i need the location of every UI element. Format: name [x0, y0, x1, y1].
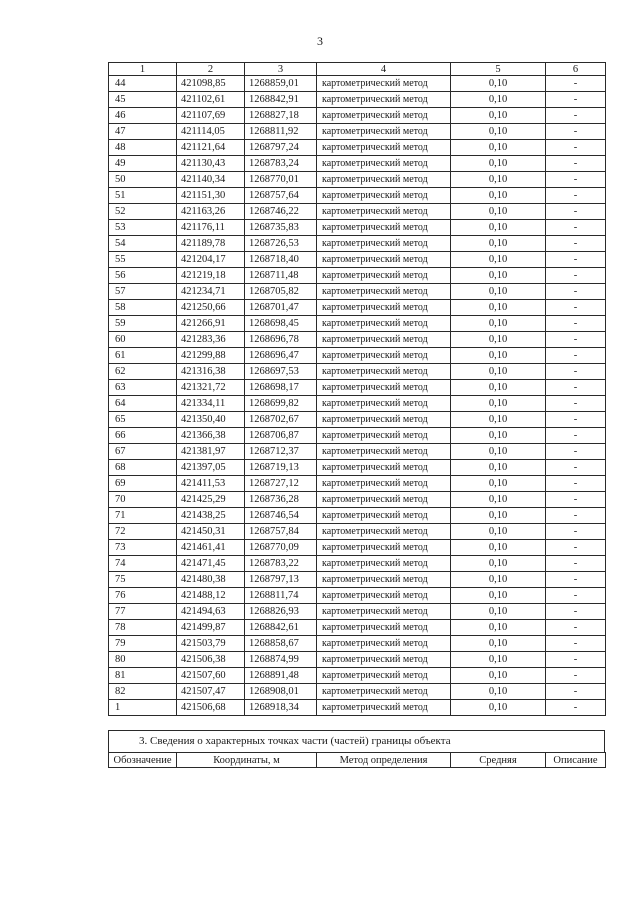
point-number-cell: 63 [109, 380, 177, 396]
x-coordinate-cell: 421461,41 [177, 540, 245, 556]
table-row [109, 668, 606, 684]
accuracy-cell: 0,10 [451, 220, 546, 236]
point-number-cell: 77 [109, 604, 177, 620]
table-row [109, 604, 606, 620]
point-number-cell: 80 [109, 652, 177, 668]
method-cell: картометрический метод [317, 108, 451, 124]
accuracy-cell: 0,10 [451, 556, 546, 572]
x-coordinate-cell: 421234,71 [177, 284, 245, 300]
point-number-cell: 66 [109, 428, 177, 444]
method-cell: картометрический метод [317, 220, 451, 236]
accuracy-cell: 0,10 [451, 668, 546, 684]
column-header: Средняя [451, 753, 546, 768]
accuracy-cell: 0,10 [451, 348, 546, 364]
method-cell: картометрический метод [317, 412, 451, 428]
description-cell: - [546, 156, 606, 172]
method-cell: картометрический метод [317, 124, 451, 140]
accuracy-cell: 0,10 [451, 188, 546, 204]
y-coordinate-cell: 1268797,24 [245, 140, 317, 156]
point-number-cell: 49 [109, 156, 177, 172]
column-header: 3 [245, 63, 317, 76]
point-number-cell: 56 [109, 268, 177, 284]
x-coordinate-cell: 421425,29 [177, 492, 245, 508]
x-coordinate-cell: 421397,05 [177, 460, 245, 476]
table-row [109, 220, 606, 236]
method-cell: картометрический метод [317, 348, 451, 364]
section-3-header-row [109, 753, 606, 768]
point-number-cell: 47 [109, 124, 177, 140]
x-coordinate-cell: 421121,64 [177, 140, 245, 156]
accuracy-cell: 0,10 [451, 92, 546, 108]
accuracy-cell: 0,10 [451, 172, 546, 188]
y-coordinate-cell: 1268908,01 [245, 684, 317, 700]
point-number-cell: 60 [109, 332, 177, 348]
table-row [109, 252, 606, 268]
description-cell: - [546, 268, 606, 284]
y-coordinate-cell: 1268757,64 [245, 188, 317, 204]
x-coordinate-cell: 421107,69 [177, 108, 245, 124]
point-number-cell: 76 [109, 588, 177, 604]
y-coordinate-cell: 1268757,84 [245, 524, 317, 540]
point-number-cell: 81 [109, 668, 177, 684]
accuracy-cell: 0,10 [451, 700, 546, 716]
y-coordinate-cell: 1268727,12 [245, 476, 317, 492]
point-number-cell: 44 [109, 76, 177, 92]
table-row [109, 396, 606, 412]
table-row [109, 492, 606, 508]
description-cell: - [546, 460, 606, 476]
x-coordinate-cell: 421219,18 [177, 268, 245, 284]
x-coordinate-cell: 421381,97 [177, 444, 245, 460]
method-cell: картометрический метод [317, 188, 451, 204]
description-cell: - [546, 332, 606, 348]
coordinates-table [108, 62, 606, 716]
point-number-cell: 79 [109, 636, 177, 652]
description-cell: - [546, 412, 606, 428]
table-header-row [109, 63, 606, 76]
description-cell: - [546, 556, 606, 572]
accuracy-cell: 0,10 [451, 284, 546, 300]
accuracy-cell: 0,10 [451, 652, 546, 668]
method-cell: картометрический метод [317, 92, 451, 108]
y-coordinate-cell: 1268891,48 [245, 668, 317, 684]
method-cell: картометрический метод [317, 508, 451, 524]
point-number-cell: 52 [109, 204, 177, 220]
table-row [109, 476, 606, 492]
method-cell: картометрический метод [317, 604, 451, 620]
description-cell: - [546, 396, 606, 412]
accuracy-cell: 0,10 [451, 428, 546, 444]
accuracy-cell: 0,10 [451, 380, 546, 396]
y-coordinate-cell: 1268696,78 [245, 332, 317, 348]
y-coordinate-cell: 1268918,34 [245, 700, 317, 716]
accuracy-cell: 0,10 [451, 316, 546, 332]
y-coordinate-cell: 1268770,09 [245, 540, 317, 556]
y-coordinate-cell: 1268874,99 [245, 652, 317, 668]
x-coordinate-cell: 421102,61 [177, 92, 245, 108]
description-cell: - [546, 124, 606, 140]
point-number-cell: 53 [109, 220, 177, 236]
table-row [109, 620, 606, 636]
point-number-cell: 46 [109, 108, 177, 124]
table-row [109, 636, 606, 652]
description-cell: - [546, 316, 606, 332]
method-cell: картометрический метод [317, 380, 451, 396]
method-cell: картометрический метод [317, 236, 451, 252]
y-coordinate-cell: 1268827,18 [245, 108, 317, 124]
x-coordinate-cell: 421098,85 [177, 76, 245, 92]
description-cell: - [546, 492, 606, 508]
section-3-title: 3. Сведения о характерных точках части (частей) границы объекта [108, 730, 605, 752]
x-coordinate-cell: 421321,72 [177, 380, 245, 396]
x-coordinate-cell: 421163,26 [177, 204, 245, 220]
description-cell: - [546, 188, 606, 204]
x-coordinate-cell: 421366,38 [177, 428, 245, 444]
method-cell: картометрический метод [317, 492, 451, 508]
description-cell: - [546, 140, 606, 156]
accuracy-cell: 0,10 [451, 492, 546, 508]
method-cell: картометрический метод [317, 652, 451, 668]
table-row [109, 428, 606, 444]
y-coordinate-cell: 1268711,48 [245, 268, 317, 284]
accuracy-cell: 0,10 [451, 524, 546, 540]
accuracy-cell: 0,10 [451, 540, 546, 556]
x-coordinate-cell: 421411,53 [177, 476, 245, 492]
description-cell: - [546, 524, 606, 540]
method-cell: картометрический метод [317, 460, 451, 476]
y-coordinate-cell: 1268698,17 [245, 380, 317, 396]
point-number-cell: 68 [109, 460, 177, 476]
method-cell: картометрический метод [317, 268, 451, 284]
table-row [109, 236, 606, 252]
point-number-cell: 59 [109, 316, 177, 332]
description-cell: - [546, 540, 606, 556]
column-header: 1 [109, 63, 177, 76]
point-number-cell: 67 [109, 444, 177, 460]
y-coordinate-cell: 1268797,13 [245, 572, 317, 588]
method-cell: картометрический метод [317, 588, 451, 604]
x-coordinate-cell: 421266,91 [177, 316, 245, 332]
table-row [109, 556, 606, 572]
y-coordinate-cell: 1268705,82 [245, 284, 317, 300]
description-cell: - [546, 204, 606, 220]
accuracy-cell: 0,10 [451, 108, 546, 124]
section-3-header-table [108, 752, 606, 768]
accuracy-cell: 0,10 [451, 396, 546, 412]
point-number-cell: 69 [109, 476, 177, 492]
table-row [109, 188, 606, 204]
method-cell: картометрический метод [317, 668, 451, 684]
method-cell: картометрический метод [317, 540, 451, 556]
method-cell: картометрический метод [317, 332, 451, 348]
point-number-cell: 1 [109, 700, 177, 716]
description-cell: - [546, 300, 606, 316]
x-coordinate-cell: 421503,79 [177, 636, 245, 652]
y-coordinate-cell: 1268699,82 [245, 396, 317, 412]
y-coordinate-cell: 1268783,22 [245, 556, 317, 572]
accuracy-cell: 0,10 [451, 332, 546, 348]
column-header: Обозначение [109, 753, 177, 768]
table-row [109, 92, 606, 108]
x-coordinate-cell: 421506,68 [177, 700, 245, 716]
point-number-cell: 82 [109, 684, 177, 700]
point-number-cell: 54 [109, 236, 177, 252]
table-row [109, 380, 606, 396]
table-row [109, 268, 606, 284]
x-coordinate-cell: 421507,47 [177, 684, 245, 700]
point-number-cell: 74 [109, 556, 177, 572]
accuracy-cell: 0,10 [451, 588, 546, 604]
y-coordinate-cell: 1268783,24 [245, 156, 317, 172]
x-coordinate-cell: 421114,05 [177, 124, 245, 140]
y-coordinate-cell: 1268702,67 [245, 412, 317, 428]
column-header: 5 [451, 63, 546, 76]
table-row [109, 140, 606, 156]
method-cell: картометрический метод [317, 172, 451, 188]
method-cell: картометрический метод [317, 204, 451, 220]
x-coordinate-cell: 421488,12 [177, 588, 245, 604]
x-coordinate-cell: 421176,11 [177, 220, 245, 236]
x-coordinate-cell: 421350,40 [177, 412, 245, 428]
table-row [109, 172, 606, 188]
description-cell: - [546, 108, 606, 124]
x-coordinate-cell: 421480,38 [177, 572, 245, 588]
point-number-cell: 71 [109, 508, 177, 524]
description-cell: - [546, 652, 606, 668]
method-cell: картометрический метод [317, 556, 451, 572]
accuracy-cell: 0,10 [451, 252, 546, 268]
method-cell: картометрический метод [317, 284, 451, 300]
point-number-cell: 45 [109, 92, 177, 108]
y-coordinate-cell: 1268736,28 [245, 492, 317, 508]
description-cell: - [546, 380, 606, 396]
table-row [109, 412, 606, 428]
y-coordinate-cell: 1268858,67 [245, 636, 317, 652]
y-coordinate-cell: 1268811,92 [245, 124, 317, 140]
x-coordinate-cell: 421250,66 [177, 300, 245, 316]
x-coordinate-cell: 421299,88 [177, 348, 245, 364]
table-row [109, 284, 606, 300]
description-cell: - [546, 236, 606, 252]
y-coordinate-cell: 1268811,74 [245, 588, 317, 604]
table-row [109, 444, 606, 460]
table-row [109, 572, 606, 588]
x-coordinate-cell: 421507,60 [177, 668, 245, 684]
point-number-cell: 58 [109, 300, 177, 316]
y-coordinate-cell: 1268712,37 [245, 444, 317, 460]
method-cell: картометрический метод [317, 300, 451, 316]
accuracy-cell: 0,10 [451, 364, 546, 380]
method-cell: картометрический метод [317, 396, 451, 412]
method-cell: картометрический метод [317, 428, 451, 444]
x-coordinate-cell: 421204,17 [177, 252, 245, 268]
y-coordinate-cell: 1268701,47 [245, 300, 317, 316]
description-cell: - [546, 700, 606, 716]
description-cell: - [546, 684, 606, 700]
x-coordinate-cell: 421494,63 [177, 604, 245, 620]
table-row [109, 540, 606, 556]
description-cell: - [546, 172, 606, 188]
method-cell: картометрический метод [317, 156, 451, 172]
accuracy-cell: 0,10 [451, 236, 546, 252]
table-row [109, 156, 606, 172]
point-number-cell: 62 [109, 364, 177, 380]
y-coordinate-cell: 1268746,22 [245, 204, 317, 220]
description-cell: - [546, 604, 606, 620]
description-cell: - [546, 92, 606, 108]
x-coordinate-cell: 421438,25 [177, 508, 245, 524]
table-row [109, 460, 606, 476]
x-coordinate-cell: 421506,38 [177, 652, 245, 668]
x-coordinate-cell: 421140,34 [177, 172, 245, 188]
accuracy-cell: 0,10 [451, 140, 546, 156]
accuracy-cell: 0,10 [451, 508, 546, 524]
method-cell: картометрический метод [317, 524, 451, 540]
description-cell: - [546, 572, 606, 588]
accuracy-cell: 0,10 [451, 300, 546, 316]
point-number-cell: 61 [109, 348, 177, 364]
point-number-cell: 50 [109, 172, 177, 188]
table-row [109, 332, 606, 348]
table-row [109, 124, 606, 140]
description-cell: - [546, 252, 606, 268]
y-coordinate-cell: 1268706,87 [245, 428, 317, 444]
method-cell: картометрический метод [317, 636, 451, 652]
table-row [109, 316, 606, 332]
point-number-cell: 70 [109, 492, 177, 508]
table-row [109, 524, 606, 540]
point-number-cell: 75 [109, 572, 177, 588]
x-coordinate-cell: 421189,78 [177, 236, 245, 252]
y-coordinate-cell: 1268735,83 [245, 220, 317, 236]
y-coordinate-cell: 1268698,45 [245, 316, 317, 332]
y-coordinate-cell: 1268746,54 [245, 508, 317, 524]
description-cell: - [546, 220, 606, 236]
method-cell: картометрический метод [317, 364, 451, 380]
y-coordinate-cell: 1268726,53 [245, 236, 317, 252]
accuracy-cell: 0,10 [451, 156, 546, 172]
point-number-cell: 78 [109, 620, 177, 636]
accuracy-cell: 0,10 [451, 204, 546, 220]
table-row [109, 300, 606, 316]
description-cell: - [546, 508, 606, 524]
table-row [109, 684, 606, 700]
description-cell: - [546, 444, 606, 460]
accuracy-cell: 0,10 [451, 460, 546, 476]
y-coordinate-cell: 1268842,91 [245, 92, 317, 108]
table-row [109, 700, 606, 716]
table-row [109, 652, 606, 668]
description-cell: - [546, 636, 606, 652]
description-cell: - [546, 476, 606, 492]
point-number-cell: 64 [109, 396, 177, 412]
x-coordinate-cell: 421334,11 [177, 396, 245, 412]
point-number-cell: 65 [109, 412, 177, 428]
method-cell: картометрический метод [317, 316, 451, 332]
description-cell: - [546, 284, 606, 300]
x-coordinate-cell: 421151,30 [177, 188, 245, 204]
method-cell: картометрический метод [317, 76, 451, 92]
page-number: 3 [317, 34, 323, 48]
column-header: Координаты, м [177, 753, 317, 768]
accuracy-cell: 0,10 [451, 444, 546, 460]
column-header: Описание [546, 753, 606, 768]
table-row [109, 76, 606, 92]
method-cell: картометрический метод [317, 700, 451, 716]
description-cell: - [546, 588, 606, 604]
accuracy-cell: 0,10 [451, 636, 546, 652]
accuracy-cell: 0,10 [451, 412, 546, 428]
point-number-cell: 48 [109, 140, 177, 156]
x-coordinate-cell: 421450,31 [177, 524, 245, 540]
table-row [109, 364, 606, 380]
accuracy-cell: 0,10 [451, 620, 546, 636]
x-coordinate-cell: 421130,43 [177, 156, 245, 172]
point-number-cell: 57 [109, 284, 177, 300]
description-cell: - [546, 668, 606, 684]
method-cell: картометрический метод [317, 684, 451, 700]
accuracy-cell: 0,10 [451, 572, 546, 588]
description-cell: - [546, 428, 606, 444]
table-row [109, 348, 606, 364]
y-coordinate-cell: 1268719,13 [245, 460, 317, 476]
point-number-cell: 55 [109, 252, 177, 268]
description-cell: - [546, 348, 606, 364]
method-cell: картометрический метод [317, 572, 451, 588]
accuracy-cell: 0,10 [451, 124, 546, 140]
table-row [109, 508, 606, 524]
table-row [109, 588, 606, 604]
x-coordinate-cell: 421283,36 [177, 332, 245, 348]
method-cell: картометрический метод [317, 444, 451, 460]
x-coordinate-cell: 421499,87 [177, 620, 245, 636]
y-coordinate-cell: 1268718,40 [245, 252, 317, 268]
y-coordinate-cell: 1268697,53 [245, 364, 317, 380]
method-cell: картометрический метод [317, 476, 451, 492]
y-coordinate-cell: 1268826,93 [245, 604, 317, 620]
column-header: 2 [177, 63, 245, 76]
y-coordinate-cell: 1268696,47 [245, 348, 317, 364]
accuracy-cell: 0,10 [451, 684, 546, 700]
y-coordinate-cell: 1268770,01 [245, 172, 317, 188]
description-cell: - [546, 364, 606, 380]
accuracy-cell: 0,10 [451, 76, 546, 92]
point-number-cell: 72 [109, 524, 177, 540]
point-number-cell: 51 [109, 188, 177, 204]
method-cell: картометрический метод [317, 140, 451, 156]
method-cell: картометрический метод [317, 252, 451, 268]
column-header: Метод определения [317, 753, 451, 768]
y-coordinate-cell: 1268842,61 [245, 620, 317, 636]
accuracy-cell: 0,10 [451, 604, 546, 620]
accuracy-cell: 0,10 [451, 476, 546, 492]
y-coordinate-cell: 1268859,01 [245, 76, 317, 92]
table-row [109, 204, 606, 220]
description-cell: - [546, 620, 606, 636]
column-header: 4 [317, 63, 451, 76]
x-coordinate-cell: 421471,45 [177, 556, 245, 572]
method-cell: картометрический метод [317, 620, 451, 636]
column-header: 6 [546, 63, 606, 76]
point-number-cell: 73 [109, 540, 177, 556]
description-cell: - [546, 76, 606, 92]
table-row [109, 108, 606, 124]
accuracy-cell: 0,10 [451, 268, 546, 284]
x-coordinate-cell: 421316,38 [177, 364, 245, 380]
